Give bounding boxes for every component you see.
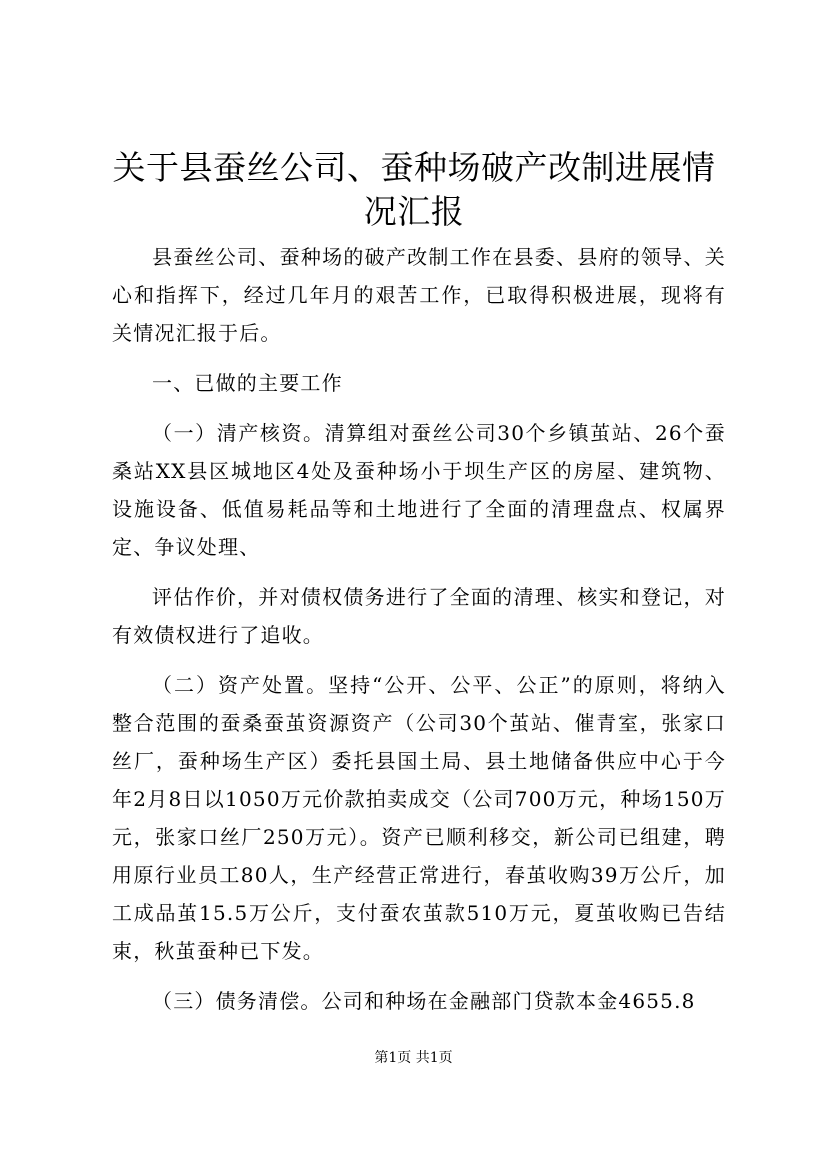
- document-body: [112, 238, 726, 1020]
- paragraph-valuation: 评估作价，并对债权债务进行了全面的清理、核实和登记，对有效债权进行了追收。: [112, 585, 726, 647]
- paragraph-asset-disposal: （二）资产处置。坚持“公开、公平、公正”的原则，将纳入整合范围的蚕桑蚕茧资源资产（公司30个茧站、催青室，张家口丝厂，蚕种场生产区）委托县国土局、县土地储备供应中心于今年2月8日以1050万元价款拍卖成交（公司700万元，种场150万元，张家口丝厂250万元）。资产已顺利移交，新公司已组建，聘用原行业员工80人，生产经营正常进行，春茧收购39万公斤，加工成品茧15.5万公斤，支付蚕农茧款510万元，夏茧收购已告结束，秋茧蚕种已下发。: [112, 673, 726, 963]
- paragraph-debt-settlement: （三）债务清偿。公司和种场在金融部门贷款本金4655.8: [152, 989, 696, 1013]
- paragraph-asset-verification: （一）清产核资。清算组对蚕丝公司30个乡镇茧站、26个蚕桑站XX县区城地区4处及蚕种场小于坝生产区的房屋、建筑物、设施设备、低值易耗品等和土地进行了全面的清理盘点、权属界定、争议处理、: [112, 421, 726, 559]
- paragraph-intro: 县蚕丝公司、蚕种场的破产改制工作在县委、县府的领导、关心和指挥下，经过几年月的艰苦工作，已取得积极进展，现将有关情况汇报于后。: [112, 245, 726, 345]
- page-number: 第1页 共1页: [374, 1050, 453, 1066]
- section-heading-main-work: 一、已做的主要工作: [152, 371, 343, 395]
- document-title: 关于县蚕丝公司、蚕种场破产改制进展情况汇报: [112, 148, 716, 231]
